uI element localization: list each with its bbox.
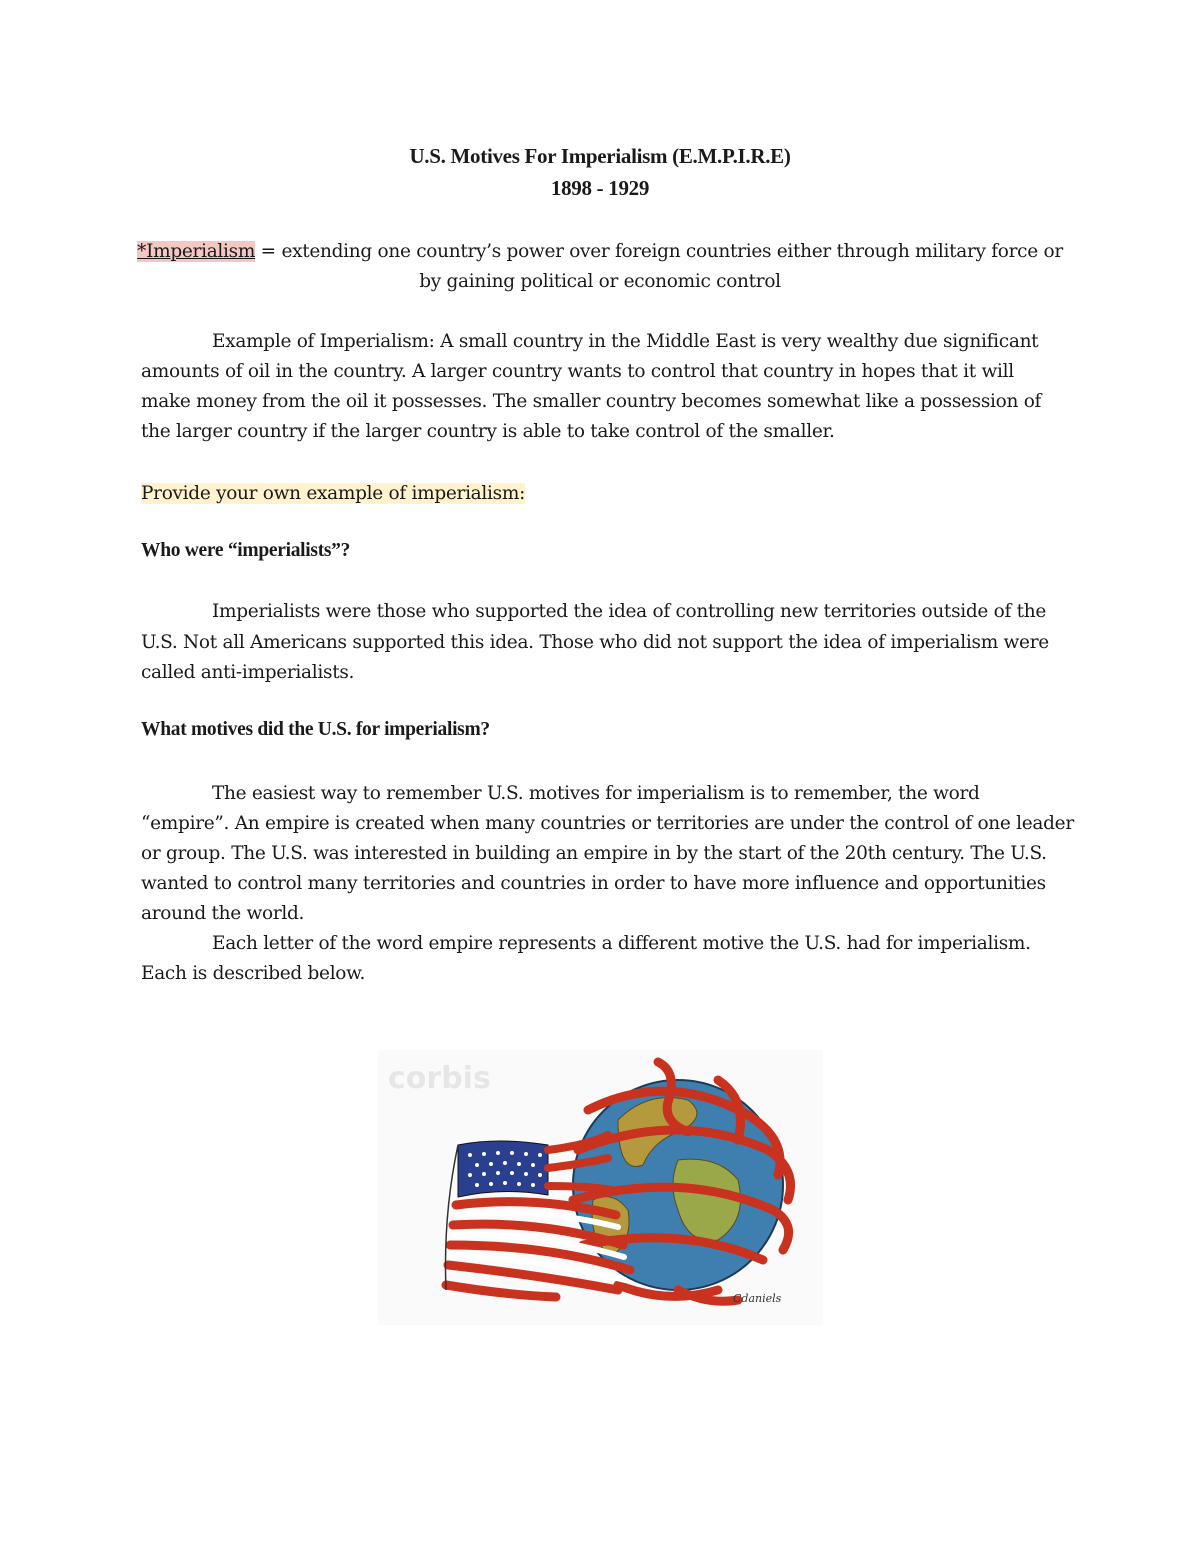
paragraph-line: or group. The U.S. was interested in building an empire in by the start of the 20th century. The U.S. [141, 843, 1047, 864]
paragraph-line: called anti-imperialists. [141, 662, 355, 683]
paragraph-line: wanted to control many territories and countries in order to have more influence and opportunities [141, 873, 1046, 894]
paragraph-line: “empire”. An empire is created when many countries or territories are under the control of one leader [141, 813, 1074, 834]
prompt-line [141, 479, 525, 509]
paragraph-line: U.S. Not all Americans supported this idea. Those who did not support the idea of imperialism were [141, 632, 1049, 653]
example-line: the larger country if the larger country is able to take control of the smaller. [141, 421, 835, 442]
paragraph-line: The easiest way to remember U.S. motives for imperialism is to remember, the word [212, 783, 980, 804]
definition-line-2: by gaining political or economic control [419, 271, 781, 292]
document-date-range: 1898 - 1929 [550, 176, 650, 200]
definition-term: *Imperialism [137, 241, 256, 262]
definition-text: = extending one country’s power over foreign countries either through military force or [255, 241, 1063, 262]
example-line: amounts of oil in the country. A larger country wants to control that country in hopes that it will [141, 361, 1014, 382]
flag-wrapped-globe-illustration [378, 1050, 823, 1325]
section-heading-imperialists: Who were “imperialists”? [141, 540, 351, 561]
flag-canton [458, 1141, 548, 1197]
section-heading-motives: What motives did the U.S. for imperialism? [141, 719, 490, 740]
paragraph-line: Each letter of the word empire represents a different motive the U.S. had for imperialism. [212, 933, 1031, 954]
paragraph-line: Each is described below. [141, 963, 366, 984]
paragraph-line: Imperialists were those who supported the idea of controlling new territories outside of the [212, 601, 1047, 622]
example-line: make money from the oil it possesses. The smaller country becomes somewhat like a possession of [141, 391, 1042, 412]
watermark-text: corbis [388, 1061, 491, 1096]
example-line: Example of Imperialism: A small country in the Middle East is very wealthy due significant [212, 331, 1039, 352]
document-title: U.S. Motives For Imperialism (E.M.P.I.R.E) [409, 144, 791, 168]
prompt-text: Provide your own example of imperialism: [141, 483, 526, 504]
definition-line-1 [0, 237, 1200, 267]
paragraph-line: around the world. [141, 903, 305, 924]
artist-signature: Cdaniels [733, 1292, 782, 1305]
